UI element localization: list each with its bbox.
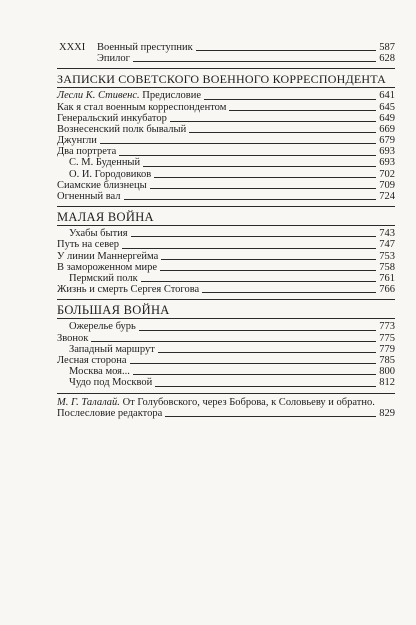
toc-sub-entry[interactable] xyxy=(57,158,395,169)
entry-title: У линии Маннергейма xyxy=(57,250,159,262)
leader-line xyxy=(155,386,376,387)
page-number: 641 xyxy=(379,90,395,102)
toc-entry[interactable] xyxy=(57,284,395,295)
page-number: 747 xyxy=(379,239,395,251)
entry-title: Вознесенский полк бывалый xyxy=(57,123,187,135)
leader-line xyxy=(122,248,376,249)
entry-title: От Голубовского, через Боброва, к Соловьеву и обратно. xyxy=(122,396,375,408)
chapter-number: XXXI xyxy=(59,41,86,53)
leader-line xyxy=(202,292,376,293)
entry-title: Чудо под Москвой xyxy=(69,377,153,389)
closing-title-line xyxy=(57,397,395,409)
entry-title: Путь на север xyxy=(57,239,119,251)
page-number: 724 xyxy=(379,191,395,203)
entry-title: Ожерелье бурь xyxy=(69,321,136,333)
leader-line xyxy=(161,259,376,260)
entry-title: Сиамские близнецы xyxy=(57,179,147,191)
toc-entry[interactable] xyxy=(57,239,395,250)
toc-entry[interactable] xyxy=(57,377,395,388)
leader-line xyxy=(154,177,376,178)
page-number: 785 xyxy=(379,354,395,366)
page-number: 761 xyxy=(379,272,395,284)
toc-entry[interactable] xyxy=(57,146,395,157)
entry-title: Москва моя... xyxy=(69,366,130,378)
leader-line xyxy=(196,50,377,51)
leader-line xyxy=(119,155,376,156)
entry-title: Военный преступник xyxy=(97,41,193,53)
divider xyxy=(57,299,395,300)
entry-subtitle: Послесловие редактора xyxy=(57,407,163,419)
entry-title: Как я стал военным корреспондентом xyxy=(57,101,227,113)
page-number: 693 xyxy=(379,146,395,158)
page-number: 587 xyxy=(379,41,395,53)
leader-line xyxy=(143,166,376,167)
entry-title: Два портрета xyxy=(57,146,117,158)
leader-line xyxy=(150,188,377,189)
toc-entry[interactable] xyxy=(57,42,395,53)
entry-title: Звонок xyxy=(57,332,89,344)
toc-entry[interactable] xyxy=(57,191,395,202)
toc-entry[interactable] xyxy=(57,124,395,135)
leader-line xyxy=(131,236,377,237)
page-number: 753 xyxy=(379,250,395,262)
entry-title: Огненный вал xyxy=(57,191,121,203)
entry-title: Ухабы бытия xyxy=(69,228,128,240)
leader-line xyxy=(133,374,376,375)
leader-line xyxy=(124,199,377,200)
page-number: 758 xyxy=(379,261,395,273)
entry-title: Жизнь и смерть Сергея Стогова xyxy=(57,284,200,296)
divider xyxy=(57,206,395,207)
page-number: 743 xyxy=(379,228,395,240)
leader-line xyxy=(141,281,377,282)
page-number: 645 xyxy=(379,101,395,113)
toc-entry[interactable] xyxy=(57,344,395,355)
leader-line xyxy=(91,341,376,342)
page-number: 709 xyxy=(379,179,395,191)
entry-title: Генеральский инкубатор xyxy=(57,112,167,124)
page-number: 775 xyxy=(379,332,395,344)
entry-title: О. И. Городовиков xyxy=(69,168,152,180)
leader-line xyxy=(133,61,376,62)
section-heading: БОЛЬШАЯ ВОЙНА xyxy=(57,303,395,319)
page-number: 679 xyxy=(379,135,395,147)
toc-entry[interactable] xyxy=(57,228,395,239)
toc-entry[interactable] xyxy=(57,355,395,366)
leader-line xyxy=(165,416,376,417)
toc-entry[interactable] xyxy=(57,102,395,113)
toc-entry[interactable] xyxy=(57,321,395,332)
page-number: 702 xyxy=(379,168,395,180)
entry-title: С. М. Буденный xyxy=(69,157,141,169)
page-number: 649 xyxy=(379,112,395,124)
leader-line xyxy=(130,363,377,364)
entry-author: Лесли К. Стивенс. xyxy=(57,90,140,102)
section-heading: ЗАПИСКИ СОВЕТСКОГО ВОЕННОГО КОРРЕСПОНДЕНТА xyxy=(57,72,395,88)
divider xyxy=(57,68,395,69)
toc-entry[interactable] xyxy=(57,251,395,262)
leader-line xyxy=(170,121,376,122)
toc-sub-entry[interactable] xyxy=(57,169,395,180)
divider xyxy=(57,393,395,394)
section-heading: МАЛАЯ ВОЙНА xyxy=(57,210,395,226)
leader-line xyxy=(229,110,376,111)
toc-entry[interactable] xyxy=(57,90,395,101)
closing-afterword-line xyxy=(57,408,395,419)
entry-author: М. Г. Талалай. xyxy=(57,396,120,408)
leader-line xyxy=(139,330,376,331)
toc-entry[interactable] xyxy=(57,53,395,64)
table-of-contents xyxy=(57,42,395,419)
page-number: 829 xyxy=(379,407,395,419)
entry-title: В замороженном мире xyxy=(57,261,158,273)
page-number: 669 xyxy=(379,123,395,135)
entry-title: Лесная сторона xyxy=(57,354,127,366)
leader-line xyxy=(204,99,376,100)
toc-entry[interactable] xyxy=(57,333,395,344)
toc-entry[interactable] xyxy=(57,135,395,146)
leader-line xyxy=(189,132,376,133)
page-number: 766 xyxy=(379,284,395,296)
page-number: 628 xyxy=(379,53,395,65)
toc-entry[interactable] xyxy=(57,113,395,124)
entry-title: Джунгли xyxy=(57,135,97,147)
leader-line xyxy=(100,143,376,144)
page-number: 812 xyxy=(379,377,395,389)
page-number: 779 xyxy=(379,343,395,355)
page-number: 800 xyxy=(379,366,395,378)
toc-entry[interactable] xyxy=(57,262,395,273)
toc-entry[interactable] xyxy=(57,366,395,377)
page-number: 693 xyxy=(379,157,395,169)
entry-title: Предисловие xyxy=(142,90,202,102)
entry-title: Эпилог xyxy=(97,53,130,65)
leader-line xyxy=(158,352,376,353)
page-number: 773 xyxy=(379,321,395,333)
toc-entry[interactable] xyxy=(57,273,395,284)
toc-entry[interactable] xyxy=(57,180,395,191)
entry-title: Западный маршрут xyxy=(69,343,155,355)
toc-entry-closing[interactable] xyxy=(57,397,395,420)
leader-line xyxy=(160,270,376,271)
entry-title: Пермский полк xyxy=(69,272,138,284)
